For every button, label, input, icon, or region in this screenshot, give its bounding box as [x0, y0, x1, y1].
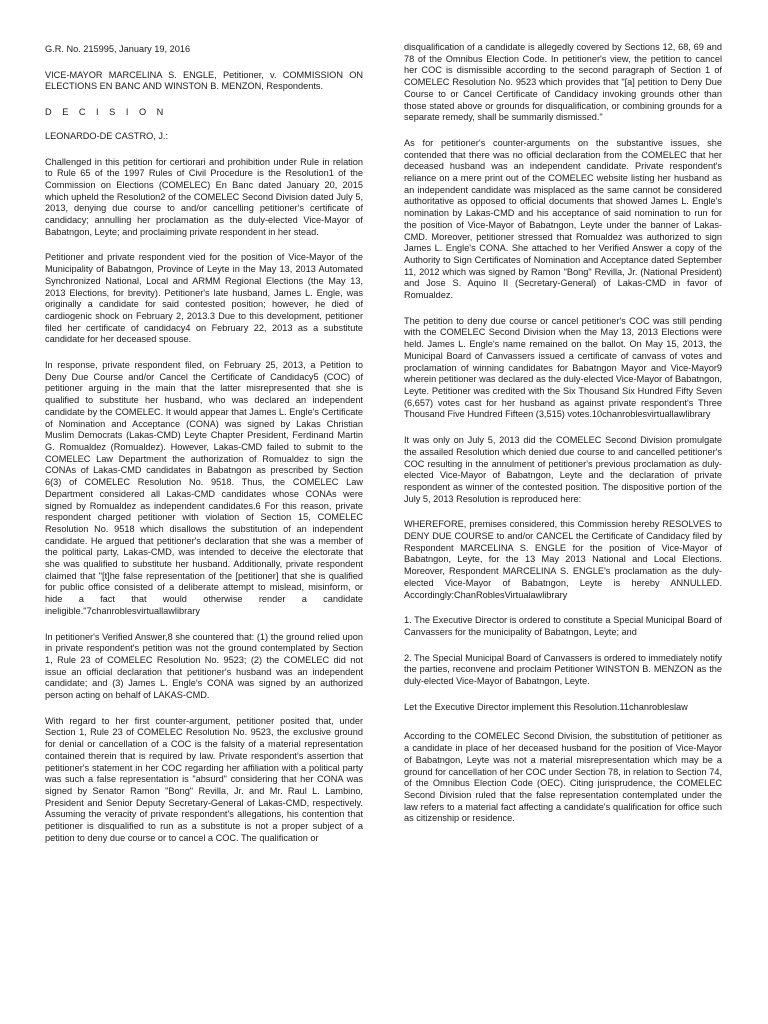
case-number: G.R. No. 215995, January 19, 2016: [45, 44, 191, 54]
ponente: LEONARDO-DE CASTRO, J.:: [45, 130, 169, 141]
quoted-dispositive: WHEREFORE, premises considered, this Commission hereby RESOLVES to DENY DUE COURSE to and/or CANCEL the Certificate of Candidacy filed by Respondent MARCELINA S. ENGLE for the position of Vice-Mayor of Babatngon, Leyte, for the 13 May 2013 National and Local Elections. Moreover, Respondent MARCELINA S. ENGLE's proclamation as the duly-elected Vice-Mayor of Babatngon, Leyte is hereby ANNULLED. Accordingly:ChanRoblesVirtualawlibrary: [404, 519, 722, 600]
paragraph: Challenged in this petition for certiorari and prohibition under Rule in relation to Rule 65 of the 1997 Rules of Civil Procedure is the Resolution1 of the Commission on Elections (COMELEC) En Banc dated January 20, 2015 which upheld the Resolution2 of the COMELEC Second Division dated July 5, 2013, denying due course to and/or cancelling petitioner's certificate of candidacy; annulling her proclamation as the duly-elected Vice-Mayor of Babatngon, Leyte; and proclaiming private respondent in her stead.: [45, 156, 363, 237]
paragraph: According to the COMELEC Second Division, the substitution of petitioner as a candidate in place of her deceased husband for the position of Vice-Mayor of Babatngon, Leyte was not a material misrepresentation which may be a ground for cancellation of her COC under Section 78, in relation to Section 74, of the Omnibus Election Code (OEC). Citing jurisprudence, the COMELEC Second Division ruled that the false representation contemplated under the law refers to a material fact affecting a candidate's qualification for office such as citizenship or residence.: [404, 731, 722, 824]
paragraph: In petitioner's Verified Answer,8 she countered that: (1) the ground relied upon in private respondent's petition was not the ground contemplated by Section 1, Rule 23 of COMELEC Resolution No. 9523; (2) the COMELEC did not issue an official declaration that petitioner's husband was an independent candidate; and (3) James L. Engle's CONA was signed by an authorized person acting on behalf of LAKAS-CMD.: [45, 631, 363, 701]
decision-heading: D E C I S I O N: [45, 107, 168, 118]
paragraph: Petitioner and private respondent vied for the position of Vice-Mayor of the Municipality of Babatngon, Province of Leyte in the May 13, 2013 Automated Synchronized National, Local and ARMM Regional Elections (the May 13, 2013 Elections, for brevity). Petitioner's late husband, James L. Engle, was originally a candidate for said contested position; however, he died of cardiogenic shock on February 2, 2013.3 Due to this development, petitioner filed her certificate of candidacy4 on February 22, 2013 as a substitute candidate for her deceased spouse.: [45, 252, 363, 345]
quoted-closing: Let the Executive Director implement this Resolution.11chanrobleslaw: [404, 701, 688, 712]
left-column: [45, 44, 363, 858]
case-title: VICE-MAYOR MARCELINA S. ENGLE, Petitioner, v. COMMISSION ON ELECTIONS EN BANC AND WINSTON B. MENZON, Respondents.: [45, 69, 363, 92]
quoted-item: 2. The Special Municipal Board of Canvassers is ordered to immediately notify the parties, reconvene and proclaim Petitioner WINSTON B. MENZON as the duly-elected Vice-Mayor of Babatngon, Leyte.: [404, 652, 722, 687]
paragraph: The petition to deny due course or cancel petitioner's COC was still pending with the COMELEC Second Division when the May 13, 2013 Elections were held. James L. Engle's name remained on the ballot. On May 15, 2013, the Municipal Board of Canvassers issued a certificate of canvass of votes and proclamation of winning candidates for Babatngon Mayor and Vice-Mayor9 wherein petitioner was declared as the duly-elected Vice-Mayor of Babatngon, Leyte. Petitioner was credited with the Six Thousand Six Hundred Fifty Seven (6,657) votes cast for her husband as against private respondent's Three Thousand Five Hundred Fifteen (3,515) votes.10chanroblesvirtuallawlibrary: [404, 315, 722, 420]
paragraph: disqualification of a candidate is allegedly covered by Sections 12, 68, 69 and 78 of the Omnibus Election Code. In petitioner's view, the petition to cancel her COC is dismissible according to the second paragraph of Section 1 of COMELEC Resolution No. 9523 which provides that "[a] petition to Deny Due Course to or Cancel Certificate of Candidacy invoking grounds other than those stated above or grounds for disqualification, or combining grounds for a separate remedy, shall be summarily dismissed.": [404, 42, 722, 123]
right-column: [404, 42, 722, 839]
paragraph: It was only on July 5, 2013 did the COMELEC Second Division promulgate the assailed Resolution which denied due course to and cancelled petitioner's COC resulting in the annulment of petitioner's previous proclamation as duly-elected Vice-Mayor of Babatngon, Leyte and the declaration of private respondent as winner of the contested position. The dispositive portion of the July 5, 2013 Resolution is reproduced here:: [404, 435, 722, 504]
paragraph: With regard to her first counter-argument, petitioner posited that, under Section 1, Rule 23 of COMELEC Resolution No. 9523, the exclusive ground for denial or cancellation of a COC is the falsity of a material representation contained therein that is required by law. Private respondent's assertion that petitioner's statement in her COC regarding her affiliation with a political party was such a false representation is "absurd" considering that her CONA was signed by Senator Ramon "Bong" Revilla, Jr. and Mr. Raul L. Lambino, President and Senior Deputy Secretary-General of Lakas-CMD, respectively. Assuming the veracity of private respondent's allegations, his contention that petitioner is disqualified to run as a substitute is not a proper subject of a petition to deny due course or to cancel a COC. The qualification or: [45, 715, 363, 843]
quoted-item: 1. The Executive Director is ordered to constitute a Special Municipal Board of Canvassers for the municipality of Babatngon, Leyte; and: [404, 615, 722, 637]
paragraph: As for petitioner's counter-arguments on the substantive issues, she contended that there was no official declaration from the COMELEC that her deceased husband was an independent candidate. Private respondent's reliance on a mere print out of the COMELEC website listing her husband as an independent candidate was misplaced as the same cannot be considered authoritative as opposed to official documents that showed James L. Engle's nomination by Lakas-CMD and his acceptance of said nomination to run for the position of Vice-Mayor of Babatngon, Leyte under the banner of Lakas-CMD. Moreover, petitioner stressed that Romualdez was authorized to sign James L. Engle's CONA. She attached to her Verified Answer a copy of the Authority to Sign Certificates of Nomination and Acceptance dated September 11, 2012 which was signed by Ramon "Bong" Revilla, Jr. (National President) and Jose S. Aquino II (Secretary-General) of Lakas-CMD in favor of Romualdez.: [404, 137, 722, 301]
paragraph: In response, private respondent filed, on February 25, 2013, a Petition to Deny Due Course and/or Cancel the Certificate of Candidacy5 (COC) of petitioner arguing in the main that the latter misrepresented that she is qualified to substitute her husband, who was declared an independent candidate by the COMELEC. It would appear that James L. Engle's Certificate of Nomination and Acceptance (CONA) was signed by Lakas Christian Muslim Democrats (Lakas-CMD) Leyte Chapter President, Ferdinand Martin G. Romualdez (Romualdez). However, Lakas-CMD failed to submit to the COMELEC Law Department the authorization of Romualdez to sign the CONAs of Lakas-CMD candidates in Babatngon as prescribed by Section 6(3) of COMELEC Resolution No. 9518. Thus, the COMELEC Law Department considered all Lakas-CMD candidates whose CONAs were signed by Romualdez as independent candidates.6 For this reason, private respondent charged petitioner with violation of Section 15, COMELEC Resolution No. 9518 which disallows the substitution of an independent candidate. He argued that petitioner's declaration that she was a member of the political party, Lakas-CMD, was intended to deceive the electorate that she was qualified to substitute her husband. Additionally, private respondent claimed that "[t]he false representation of the [petitioner] that she is qualified for public office consisted of a deliberate attempt to mislead, misinform, or hide a fact that would otherwise render a candidate ineligible."7chanroblesvirtuallawlibrary: [45, 360, 363, 616]
